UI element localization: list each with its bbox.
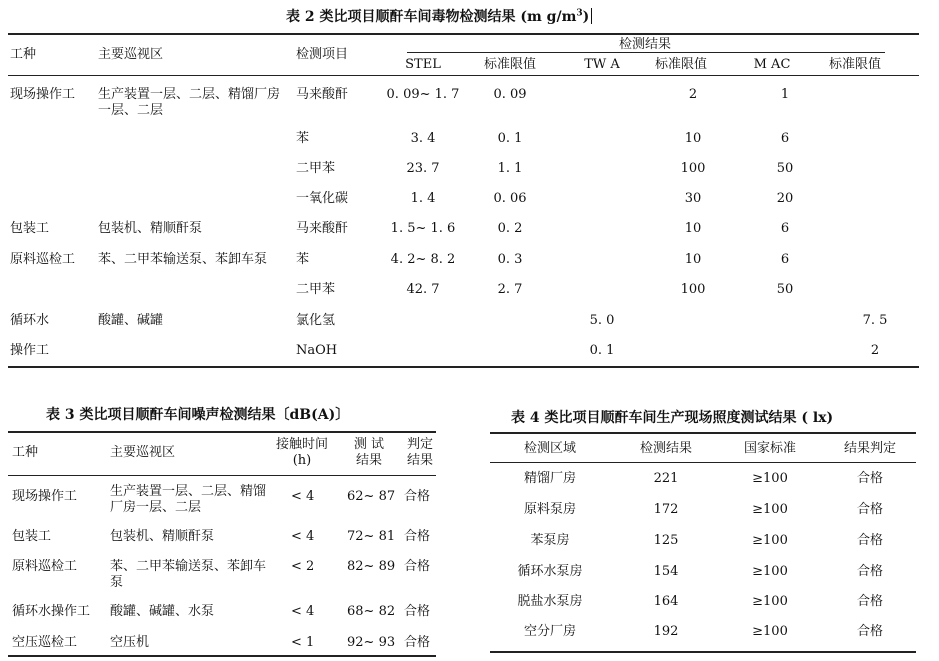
table2-row-mac: 50	[776, 161, 794, 176]
table2-header-area: 主要巡视区	[98, 47, 164, 62]
table2-row-worker: 原料巡检工	[10, 252, 76, 267]
table2-header-std1: 标准限值	[483, 57, 536, 72]
table4-row-area: 精馏厂房	[523, 471, 576, 486]
table4-row-result: 221	[653, 471, 679, 486]
table3-row-worker: 循环水操作工	[12, 604, 91, 619]
table3-top-rule	[8, 431, 436, 433]
table4-row-judge: 合格	[856, 624, 883, 639]
table2-row-std2: 10	[684, 131, 702, 146]
table3-row-area: 酸罐、碱罐、水泵	[110, 604, 215, 619]
table4-row-area: 空分厂房	[523, 624, 576, 639]
table4-header-result: 检测结果	[639, 441, 692, 456]
table3-row-judge: 合格	[404, 489, 431, 504]
table2-row-std1: 1. 1	[497, 161, 523, 176]
table2-row-mac: 6	[780, 221, 790, 236]
table2-row-area: 苯、二甲苯输送泵、苯卸车泵	[98, 252, 268, 267]
table3-title: 表 3 类比项目顺酐车间噪声检测结果〔dB(A)〕	[46, 407, 350, 423]
table2-row-stel: 4. 2~ 8. 2	[390, 252, 456, 267]
table3-row-result: 72~ 81	[347, 529, 396, 544]
table2-row-std1: 0. 3	[497, 252, 523, 267]
table3-row-area: 苯、二甲苯输送泵、苯卸车泵	[110, 559, 267, 590]
table2-row-std2: 10	[684, 221, 702, 236]
table3-header-worker: 工种	[12, 445, 39, 460]
table2-row-stel: 1. 4	[410, 191, 436, 206]
table3-row-result: 68~ 82	[347, 604, 396, 619]
table2-row-stel: 3. 4	[410, 131, 436, 146]
text-cursor	[591, 8, 592, 24]
table3-header-rule	[8, 475, 436, 476]
table3-row-time: < 1	[291, 635, 315, 650]
table3-row-time: < 4	[291, 489, 315, 504]
table3-bottom-rule	[8, 655, 436, 657]
table4-bottom-rule	[490, 651, 916, 653]
table2-title-close: )	[582, 9, 590, 25]
table2-title-sup: 3	[576, 8, 583, 19]
table2-header-item: 检测项目	[296, 47, 349, 62]
table2-row-area: 酸罐、碱罐	[98, 313, 164, 328]
table2-row-std2: 100	[680, 282, 706, 297]
table4-row-area: 循环水泵房	[517, 564, 583, 579]
table2-row-twa: 0. 1	[589, 343, 615, 358]
table2-row-std2: 30	[684, 191, 702, 206]
table2-bottom-rule	[8, 366, 919, 368]
table3-row-judge: 合格	[404, 635, 431, 650]
table2-row-stel: 0. 09~ 1. 7	[386, 87, 460, 102]
table4-header-rule	[490, 462, 916, 463]
table3-header-result-l2: 结果	[355, 453, 382, 468]
table4-row-judge: 合格	[856, 594, 883, 609]
table2-row-twa: 5. 0	[589, 313, 615, 328]
table3-row-time: < 4	[291, 529, 315, 544]
table2-header-std2: 标准限值	[654, 57, 707, 72]
table2-row-item: NaOH	[296, 343, 338, 358]
table3-row-judge: 合格	[404, 559, 431, 574]
table2-title	[286, 6, 592, 26]
table4-row-standard: ≥100	[752, 471, 788, 486]
table3-header-time-l1: 接触时间	[275, 437, 328, 452]
table2-row-item: 苯	[296, 131, 310, 146]
table3-row-judge: 合格	[404, 604, 431, 619]
table2-row-mac: 20	[776, 191, 794, 206]
table3-row-worker: 空压巡检工	[12, 635, 78, 650]
table2-title-text: 表 2 类比项目顺酐车间毒物检测结果 (m g/m	[286, 9, 577, 25]
table4-row-judge: 合格	[856, 502, 883, 517]
table2-row-worker: 现场操作工	[10, 87, 76, 102]
table4-top-rule	[490, 432, 916, 434]
table2-header-twa: TW A	[584, 57, 620, 72]
table4-row-result: 154	[653, 564, 679, 579]
table4-row-standard: ≥100	[752, 594, 788, 609]
table2-row-std1: 0. 09	[493, 87, 527, 102]
table2-row-mac: 1	[780, 87, 790, 102]
table2-row-item: 一氧化碳	[296, 191, 349, 206]
table2-row-std3: 2	[870, 343, 880, 358]
table2-row-item: 二甲苯	[296, 161, 336, 176]
table2-row-mac: 6	[780, 131, 790, 146]
table3-row-result: 82~ 89	[347, 559, 396, 574]
table3-row-judge: 合格	[404, 529, 431, 544]
table2-row-std1: 0. 2	[497, 221, 523, 236]
table2-row-item: 马来酸酐	[296, 221, 349, 236]
table2-row-stel: 42. 7	[406, 282, 440, 297]
table2-row-std1: 2. 7	[497, 282, 523, 297]
table3-row-worker: 原料巡检工	[12, 559, 78, 574]
table3-header-judge-l2: 结果	[406, 453, 433, 468]
table2-row-stel: 1. 5~ 1. 6	[390, 221, 456, 236]
table2-row-std2: 10	[684, 252, 702, 267]
table3-row-result: 92~ 93	[347, 635, 396, 650]
table4-row-judge: 合格	[856, 533, 883, 548]
table3-row-time: < 2	[291, 559, 315, 574]
table2-row-std2: 2	[688, 87, 698, 102]
table2-row-std3: 7. 5	[862, 313, 888, 328]
table4-row-result: 192	[653, 624, 679, 639]
table2-row-mac: 6	[780, 252, 790, 267]
table3-row-area: 生产装置一层、二层、精馏厂房一层、二层	[110, 484, 267, 515]
table2-header-worker: 工种	[10, 47, 37, 62]
table2-row-worker: 包装工	[10, 221, 50, 236]
table3-header-time-l2: (h)	[292, 453, 312, 468]
table4-row-area: 原料泵房	[523, 502, 576, 517]
table2-row-area: 生产装置一层、二层、精馏厂房一层、二层	[98, 87, 281, 118]
table2-row-std2: 100	[680, 161, 706, 176]
table3-row-area: 空压机	[110, 635, 150, 650]
table4-header-standard: 国家标准	[743, 441, 796, 456]
table2-header-result-group: 检测结果	[618, 37, 671, 52]
table2-row-item: 氯化氢	[296, 313, 336, 328]
table4-row-judge: 合格	[856, 564, 883, 579]
table2-row-worker: 循环水	[10, 313, 50, 328]
table4-row-standard: ≥100	[752, 564, 788, 579]
table4-title: 表 4 类比项目顺酐车间生产现场照度测试结果 ( lx)	[511, 410, 834, 426]
table3-row-area: 包装机、精顺酐泵	[110, 529, 215, 544]
table2-header-mac: M AC	[753, 57, 791, 72]
table2-row-item: 马来酸酐	[296, 87, 349, 102]
table3-row-time: < 4	[291, 604, 315, 619]
table4-row-result: 164	[653, 594, 679, 609]
table2-row-worker: 操作工	[10, 343, 50, 358]
table4-header-judge: 结果判定	[843, 441, 896, 456]
table2-row-item: 苯	[296, 252, 310, 267]
table2-header-std3: 标准限值	[828, 57, 881, 72]
table4-row-result: 172	[653, 502, 679, 517]
table2-row-stel: 23. 7	[406, 161, 440, 176]
table4-header-area: 检测区域	[523, 441, 576, 456]
table2-row-std1: 0. 06	[493, 191, 527, 206]
table4-row-standard: ≥100	[752, 533, 788, 548]
table3-row-result: 62~ 87	[347, 489, 396, 504]
table4-row-result: 125	[653, 533, 679, 548]
table3-row-worker: 包装工	[12, 529, 52, 544]
table4-row-area: 苯泵房	[530, 533, 570, 548]
table2-top-rule	[8, 33, 919, 35]
table2-row-mac: 50	[776, 282, 794, 297]
table3-row-worker: 现场操作工	[12, 489, 78, 504]
table4-row-standard: ≥100	[752, 624, 788, 639]
table4-row-area: 脱盐水泵房	[517, 594, 583, 609]
table2-row-item: 二甲苯	[296, 282, 336, 297]
table3-header-result-l1: 测 试	[353, 437, 385, 452]
table3-header-judge-l1: 判定	[406, 437, 433, 452]
table2-row-area: 包装机、精顺酐泵	[98, 221, 203, 236]
table2-row-std1: 0. 1	[497, 131, 523, 146]
table2-header-stel: STEL	[405, 57, 441, 72]
table4-row-standard: ≥100	[752, 502, 788, 517]
table4-row-judge: 合格	[856, 471, 883, 486]
table3-header-area: 主要巡视区	[110, 445, 176, 460]
table2-header-rule	[8, 75, 919, 76]
